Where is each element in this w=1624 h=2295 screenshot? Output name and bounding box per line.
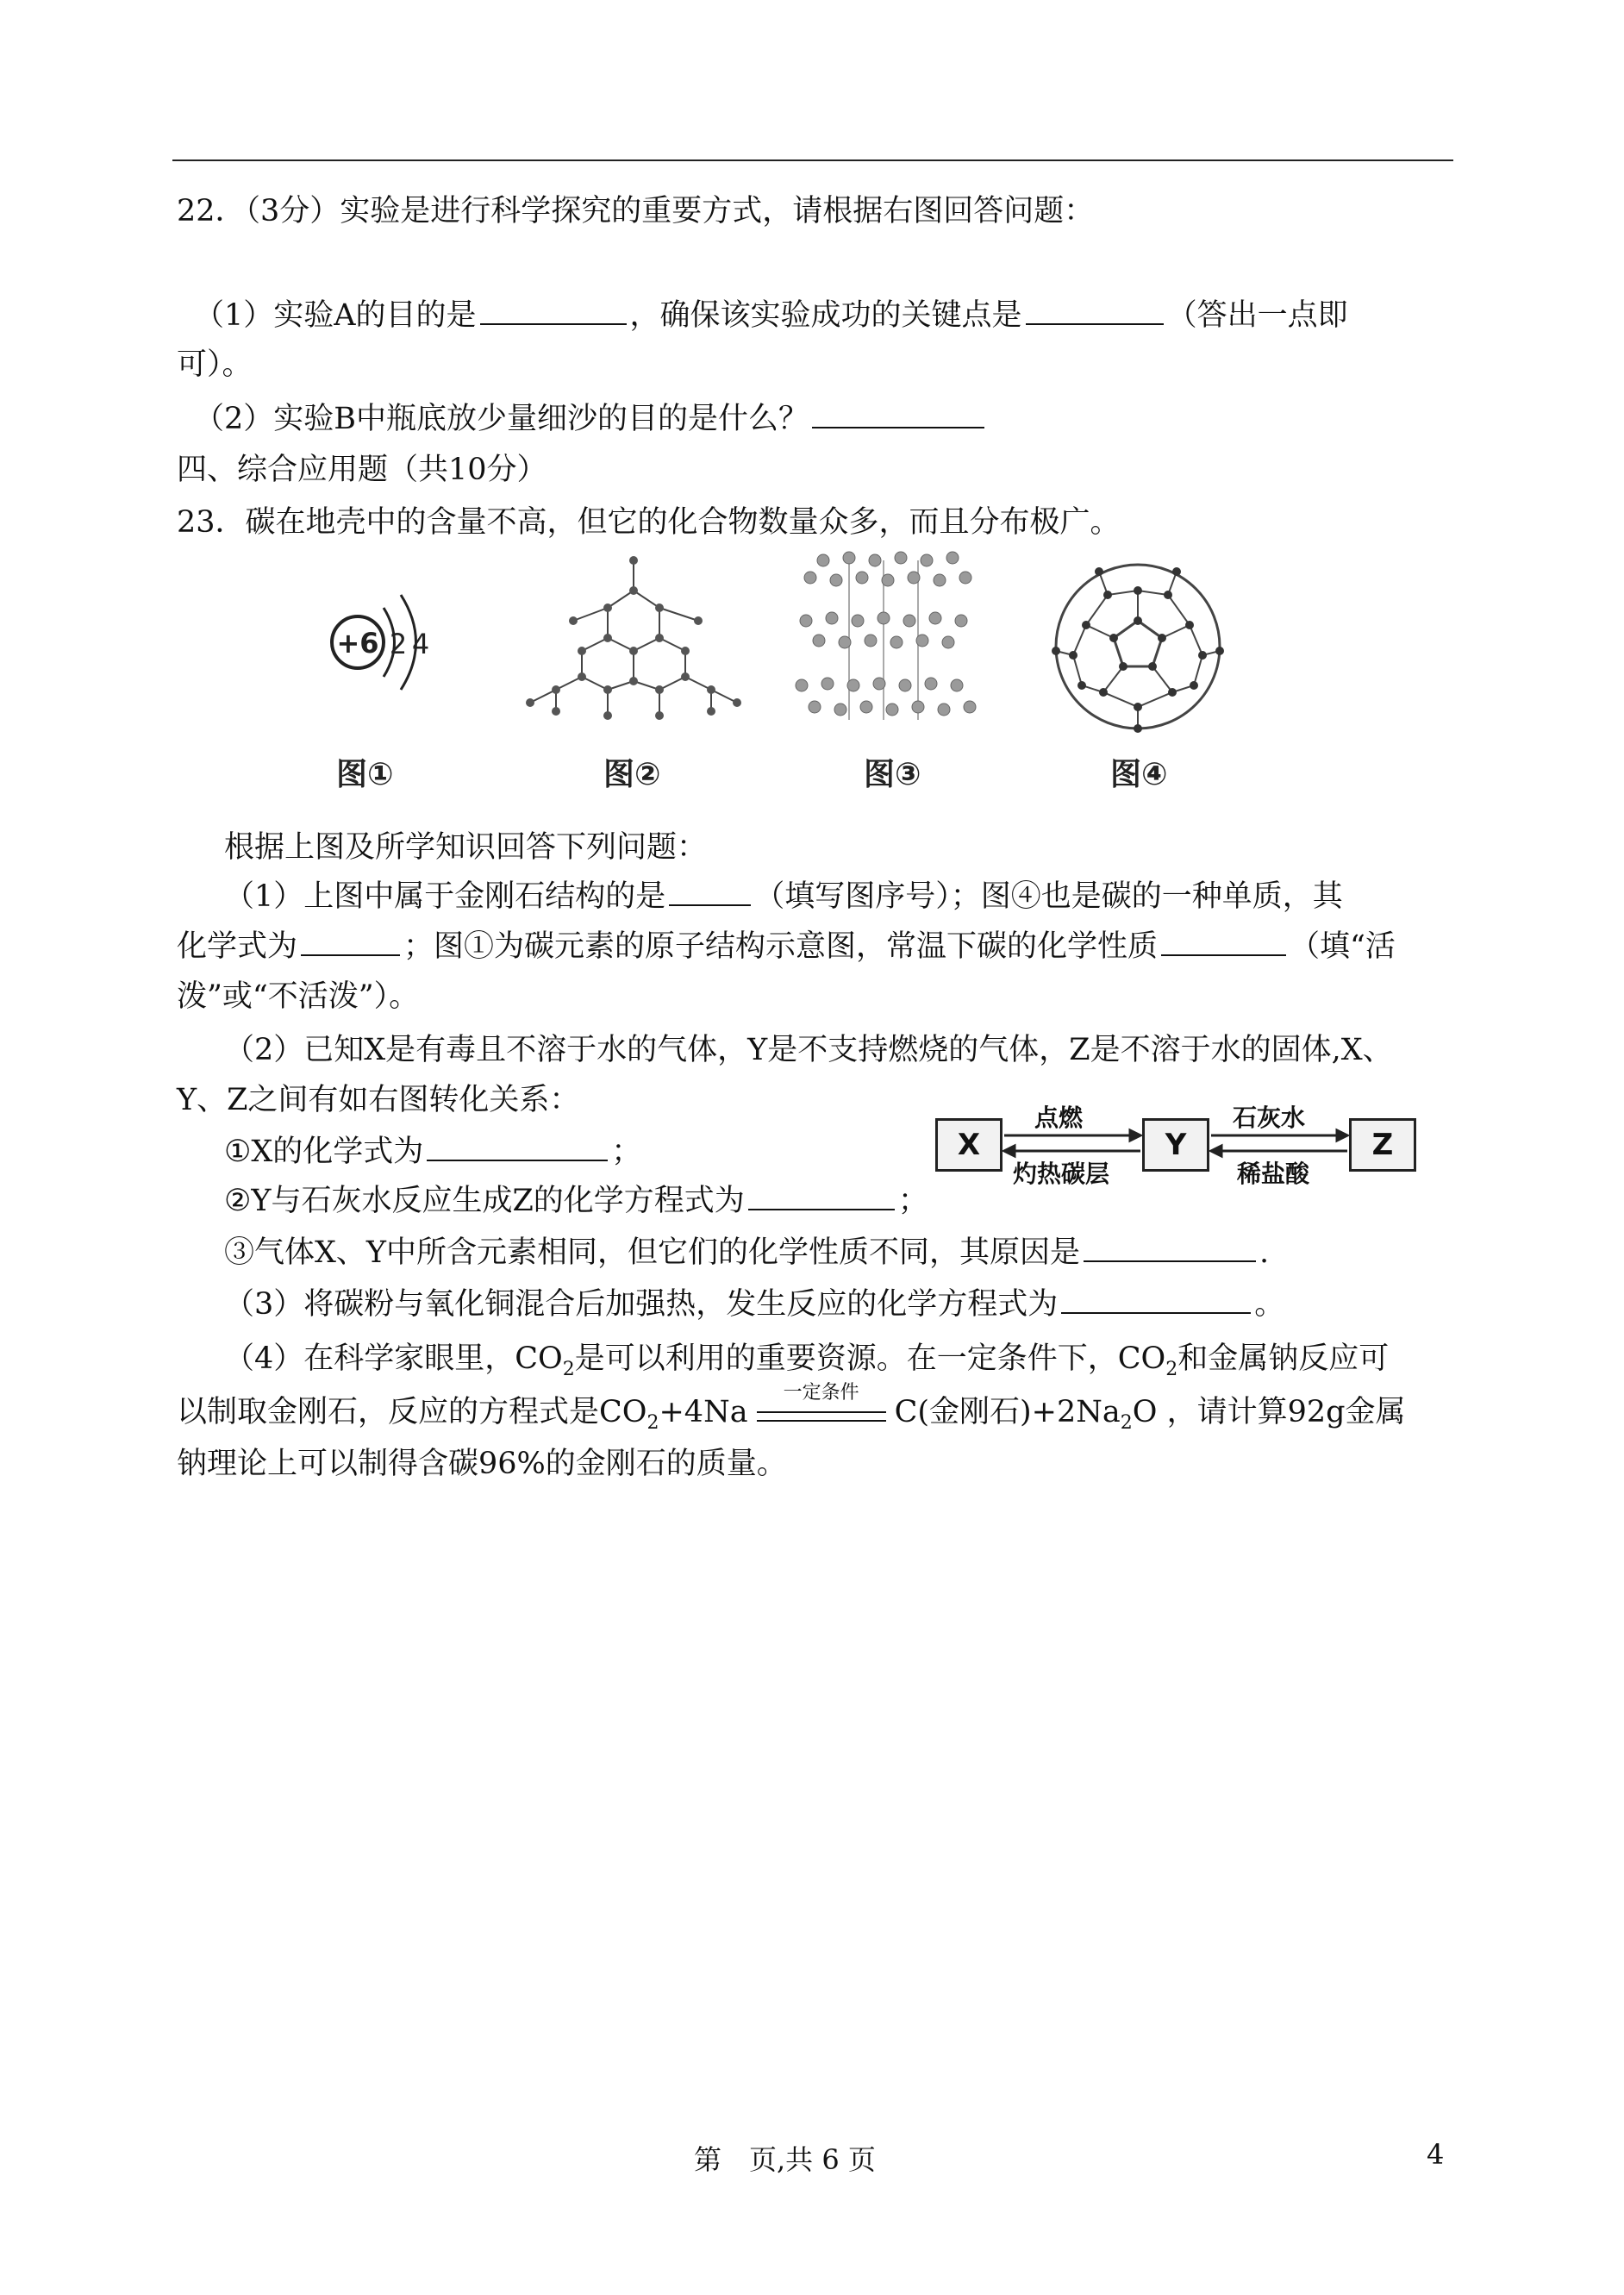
page-footer-text: 第 页,共 6 页 [694,2143,876,2176]
figure-label-1: 图① [336,757,394,792]
flow-label-ignite: 点燃 [1034,1104,1084,1132]
diamond-structure-diagram [522,552,746,724]
flow-arrows [935,1108,1418,1203]
q23-part3: （3）将碳粉与氧化铜混合后加强热，发生反应的化学方程式为 。 [224,1287,1285,1322]
q23-part4-line2: 以制取金刚石，反应的方程式是$CO_2+4Na$ 一定条件 C(金刚石)$+2Na_2O$ ，请计算92g金属 [177,1382,1406,1434]
fullerene-structure-diagram [1047,556,1228,737]
reaction-condition: 一定条件 [757,1396,886,1422]
q22-part2: （2）实验B中瓶底放少量细沙的目的是什么？ [194,399,988,439]
flow-label-dilute-hcl: 稀盐酸 [1237,1160,1310,1188]
q23-part2-line2: Y、Z之间有如右图转化关系： [177,1083,580,1117]
q23-part1-line1: （1）上图中属于金刚石结构的是 （填写图序号）；图④也是碳的一种单质，其 [224,879,1343,914]
q23-part1-line3: 泼”或“不活泼”）。 [177,979,420,1014]
figure-label-4: 图④ [1110,757,1168,792]
answer-blank[interactable] [301,929,400,956]
answer-blank[interactable] [480,297,627,325]
section-4-heading: 四、综合应用题（共10分） [177,453,547,487]
q23-part2-item2: ②Y与石灰水反应生成Z的化学方程式为 ； [224,1184,928,1218]
answer-blank[interactable] [1084,1235,1256,1262]
flow-node-x: X [935,1118,1003,1172]
page-number: 4 [1427,2138,1445,2171]
carbon-atom-diagram [319,552,448,733]
q23-part1-line2: 化学式为 ；图①为碳元素的原子结构示意图，常温下碳的化学性质 （填“活 [177,929,1396,964]
atom-shell2-electrons: 4 [411,628,430,660]
q22-stem: 22．（3分）实验是进行科学探究的重要方式，请根据右图回答问题： [177,194,1095,228]
flow-node-y: Y [1142,1118,1209,1172]
q23-intro: 根据上图及所学知识回答下列问题： [224,830,708,865]
flow-label-hot-carbon: 灼热碳层 [1013,1160,1110,1188]
answer-blank[interactable] [669,879,751,906]
answer-blank[interactable] [1161,929,1286,956]
q23-stem: 23．碳在地壳中的含量不高，但它的化合物数量众多，而且分布极广。 [177,505,1121,540]
figure-label-3: 图③ [864,757,921,792]
q23-part2-item3: ③气体X、Y中所含元素相同，但它们的化学性质不同，其原因是 . [224,1235,1270,1270]
conversion-flow-diagram [935,1104,1418,1203]
flow-node-z: Z [1349,1118,1416,1172]
answer-blank[interactable] [748,1183,895,1210]
q22-part1-line2: 可）。 [177,347,253,382]
q23-part4-line1: （4）在科学家眼里，$CO_2$是可以利用的重要资源。在一定条件下，$CO_2$和金属钠反应可 [224,1341,1390,1380]
atom-shell1-electrons: 2 [389,628,408,660]
answer-blank[interactable] [1061,1286,1251,1314]
answer-blank[interactable] [1026,297,1164,325]
q23-part4-line3: 钠理论上可以制得含碳96%的金刚石的质量。 [177,1447,787,1481]
graphite-structure-diagram [789,547,987,737]
answer-blank[interactable] [812,401,984,428]
q23-part2-line1: （2）已知X是有毒且不溶于水的气体，Y是不支持燃烧的气体，Z是不溶于水的固体,X、 [224,1033,1393,1067]
figure-label-2: 图② [603,757,661,792]
header-rule [172,159,1453,161]
q23-part2-item1: ①X的化学式为 ； [224,1135,642,1169]
q22-part1-line1: （1）实验A的目的是 ，确保该实验成功的关键点是 （答出一点即 [194,298,1348,333]
answer-blank[interactable] [427,1134,608,1161]
flow-label-limewater: 石灰水 [1233,1104,1306,1132]
atom-nucleus-charge: +6 [336,627,379,660]
